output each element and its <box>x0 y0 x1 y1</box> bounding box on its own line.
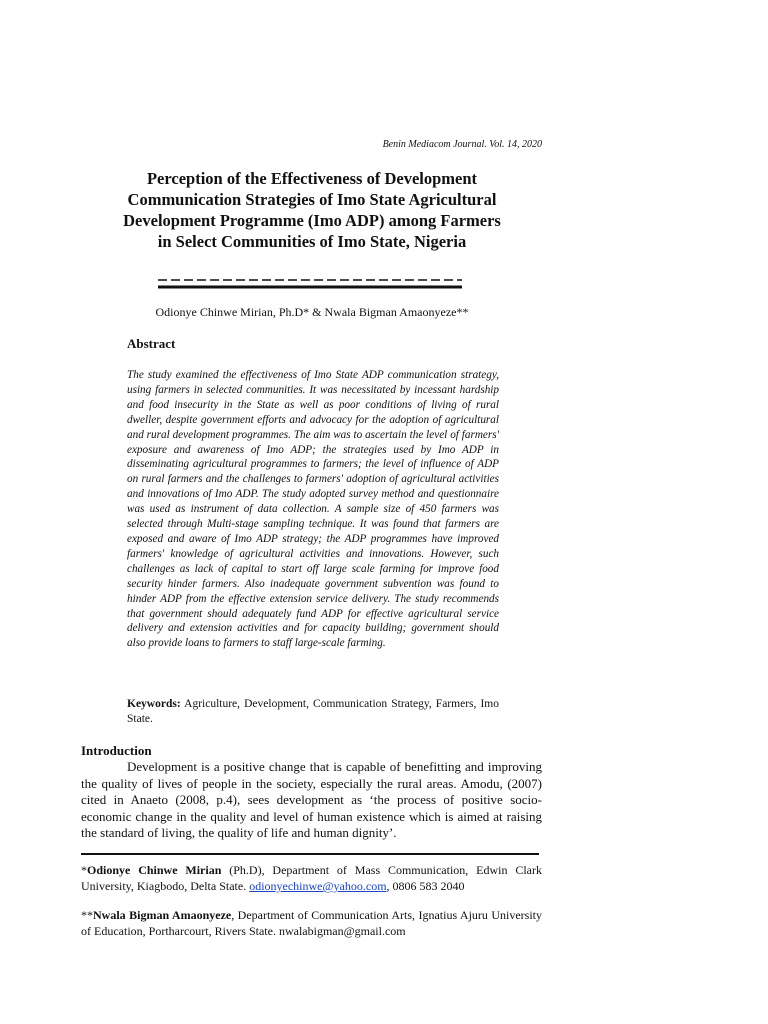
keywords-text: Agriculture, Development, Communication Strategy, Farmers, Imo State. <box>127 698 499 725</box>
keywords-label: Keywords: <box>127 698 181 710</box>
footnote-marker: ** <box>81 908 93 922</box>
author-email-link[interactable]: odionyechinwe@yahoo.com <box>249 879 387 893</box>
footnote-second-author <box>81 907 542 939</box>
footnote-author-name: Nwala Bigman Amaonyeze <box>93 908 232 922</box>
footnote-affiliation: , Department of Communication Arts, Ignatius Ajuru University of Education, Portharcourt, Rivers State. nwalabigman@gmail.com <box>81 908 543 938</box>
abstract-body: The study examined the effectiveness of Imo State ADP communication strategy, using farmers in selected communities. It was necessitated by incessant hardship and food insecurity in the State as well as poor conditions of living of rural dweller, despite government efforts and advocacy for the adoption of agricultural and rural development programmes. The aim was to ascertain the level of farmers' exposure and awareness of Imo ADP; the strategies used by Imo ADP in disseminating agricultural programmes to farmers; the level of influence of ADP on rural farmers and the challenges to farmers' adoption of agricultural activities and innovations of Imo ADP. The study adopted survey method and questionnaire was used as instrument of data collection. A sample size of 450 farmers was selected through Multi-stage sampling technique. It was found that farmers are exposed and aware of Imo ADP strategy; the ADP programmes have improved farmers' knowledge of agricultural activities and innovations. However, such challenges as lack of capital to start off large scale farming for improve food security hinder farmers. Also inadequate government subvention was found to hinder ADP from the effective extension service delivery. The study recommends that government should adequately fund ADP for effective agricultural service delivery and extension activities and for capacity building; government should also provide loans to farmers to staff large-scale farming. <box>127 369 499 650</box>
keywords <box>127 697 499 727</box>
footnote-affiliation: (Ph.D), Department of Mass Communication, Edwin Clark University, Kiagbodo, Delta State. <box>81 863 542 893</box>
footnote-author-name: Odionye Chinwe Mirian <box>87 863 222 877</box>
introduction-heading: Introduction <box>81 743 152 758</box>
footnote-marker: * <box>81 863 87 877</box>
title-decorative-rule <box>156 276 466 290</box>
journal-header: Benin Mediacom Journal. Vol. 14, 2020 <box>382 139 542 150</box>
footnote-first-author <box>81 862 542 894</box>
footnote-phone: , 0806 583 2040 <box>386 879 465 893</box>
paper-title: Perception of the Effectiveness of Development Communication Strategies of Imo State Agricultural Development Programme (Imo ADP) among Farmers in Select Communities of Imo State, Nigeria <box>123 169 501 251</box>
introduction-body: Development is a positive change that is capable of benefitting and improving the quality of lives of people in the society, especially the rural areas. Amodu, (2007) cited in Anaeto (2008, p.4), sees development as ‘the process of positive socio-economic change in the quality and level of human existence which is aimed at raising the standard of living, the quality of life and human dignity’. <box>81 759 542 841</box>
footnote-divider <box>81 853 539 855</box>
author-line: Odionye Chinwe Mirian, Ph.D* & Nwala Bigman Amaonyeze** <box>155 305 469 319</box>
abstract-heading: Abstract <box>127 336 176 351</box>
